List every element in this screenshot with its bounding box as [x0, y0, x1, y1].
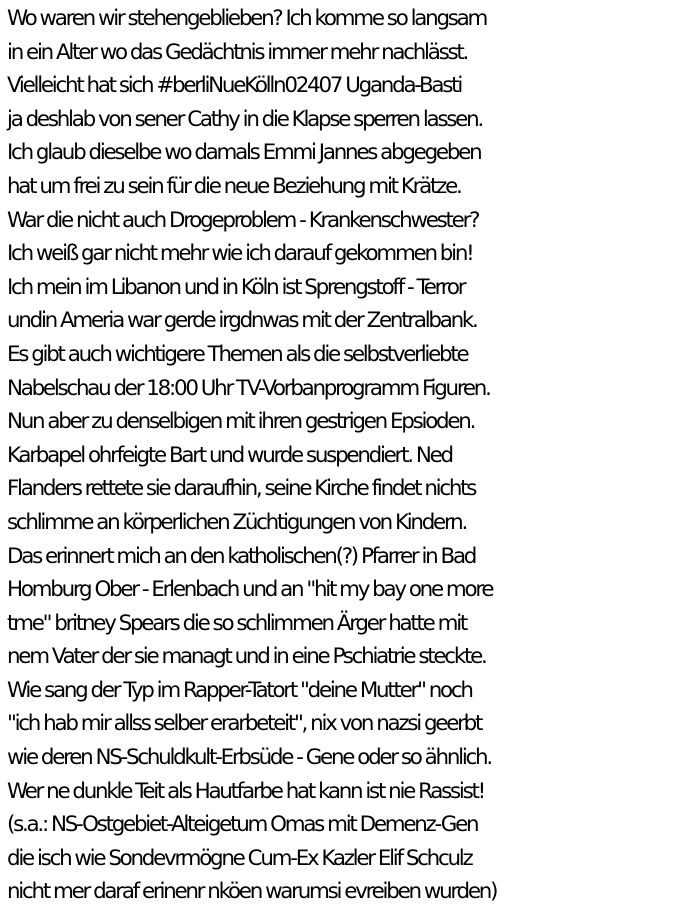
text-line: schlimme an körperlichen Züchtigungen von Kindern.: [7, 509, 466, 535]
text-line: tme" britney Spears die so schlimmen Ärger hatte mit: [7, 610, 467, 636]
text-line: (s.a.: NS-Ostgebiet-Alteigetum Omas mit Demenz-Gen: [7, 812, 478, 838]
text-line: Nun aber zu denselbigen mit ihren gestrigen Epsioden.: [7, 409, 475, 435]
text-line: Das erinnert mich an den katholischen(?) Pfarrer in Bad: [7, 543, 476, 569]
text-line: Ich glaub dieselbe wo damals Emmi Jannes abgegeben: [7, 140, 481, 166]
text-line: Vielleicht hat sich #berliNueKölln02407 Uganda-Basti: [7, 73, 462, 99]
text-line: Flanders rettete sie daraufhin, seine Kirche findet nichts: [7, 476, 476, 502]
text-block: [7, 2, 683, 909]
text-line: Wie sang der Typ im Rapper-Tatort "deine Mutter" noch: [7, 677, 472, 703]
text-line: Homburg Ober - Erlenbach und an "hit my bay one more: [7, 577, 493, 603]
text-line: wie deren NS-Schuldkult-Erbsüde - Gene oder so ähnlich.: [7, 745, 491, 771]
text-line: War die nicht auch Drogeproblem - Krankenschwester?: [7, 207, 479, 233]
text-line: "ich hab mir allss selber erarbeteit", nix von nazsi geerbt: [7, 711, 482, 737]
text-line: Es gibt auch wichtigere Themen als die selbstverliebte: [7, 341, 468, 367]
text-line: nem Vater der sie managt und in eine Pschiatrie steckte.: [7, 644, 486, 670]
text-line: undin Ameria war gerde irgdnwas mit der Zentralbank.: [7, 308, 477, 334]
text-line: Ich mein im Libanon und in Köln ist Sprengstoff - Terror: [7, 274, 465, 300]
text-line: in ein Alter wo das Gedächtnis immer mehr nachlässt.: [7, 39, 468, 65]
text-line: Ich weiß gar nicht mehr wie ich darauf gekommen bin!: [7, 241, 473, 267]
text-line: nicht mer daraf erinenr nköen warumsi evreiben wurden): [7, 879, 497, 905]
text-line: hat um frei zu sein für die neue Beziehung mit Krätze.: [7, 173, 461, 199]
text-line: Nabelschau der 18:00 Uhr TV-Vorbanprogramm Figuren.: [7, 375, 490, 401]
text-line: Karbapel ohrfeigte Bart und wurde suspendiert. Ned: [7, 442, 452, 468]
text-line: Wo waren wir stehengeblieben? Ich komme so langsam: [7, 6, 487, 31]
text-line: Wer ne dunkle Teit als Hautfarbe hat kann ist nie Rassist!: [7, 778, 484, 804]
text-line: ja deshlab von sener Cathy in die Klapse sperren lassen.: [7, 106, 482, 132]
text-line: die isch wie Sondevrmögne Cum-Ex Kazler Elif Schculz: [7, 845, 472, 871]
